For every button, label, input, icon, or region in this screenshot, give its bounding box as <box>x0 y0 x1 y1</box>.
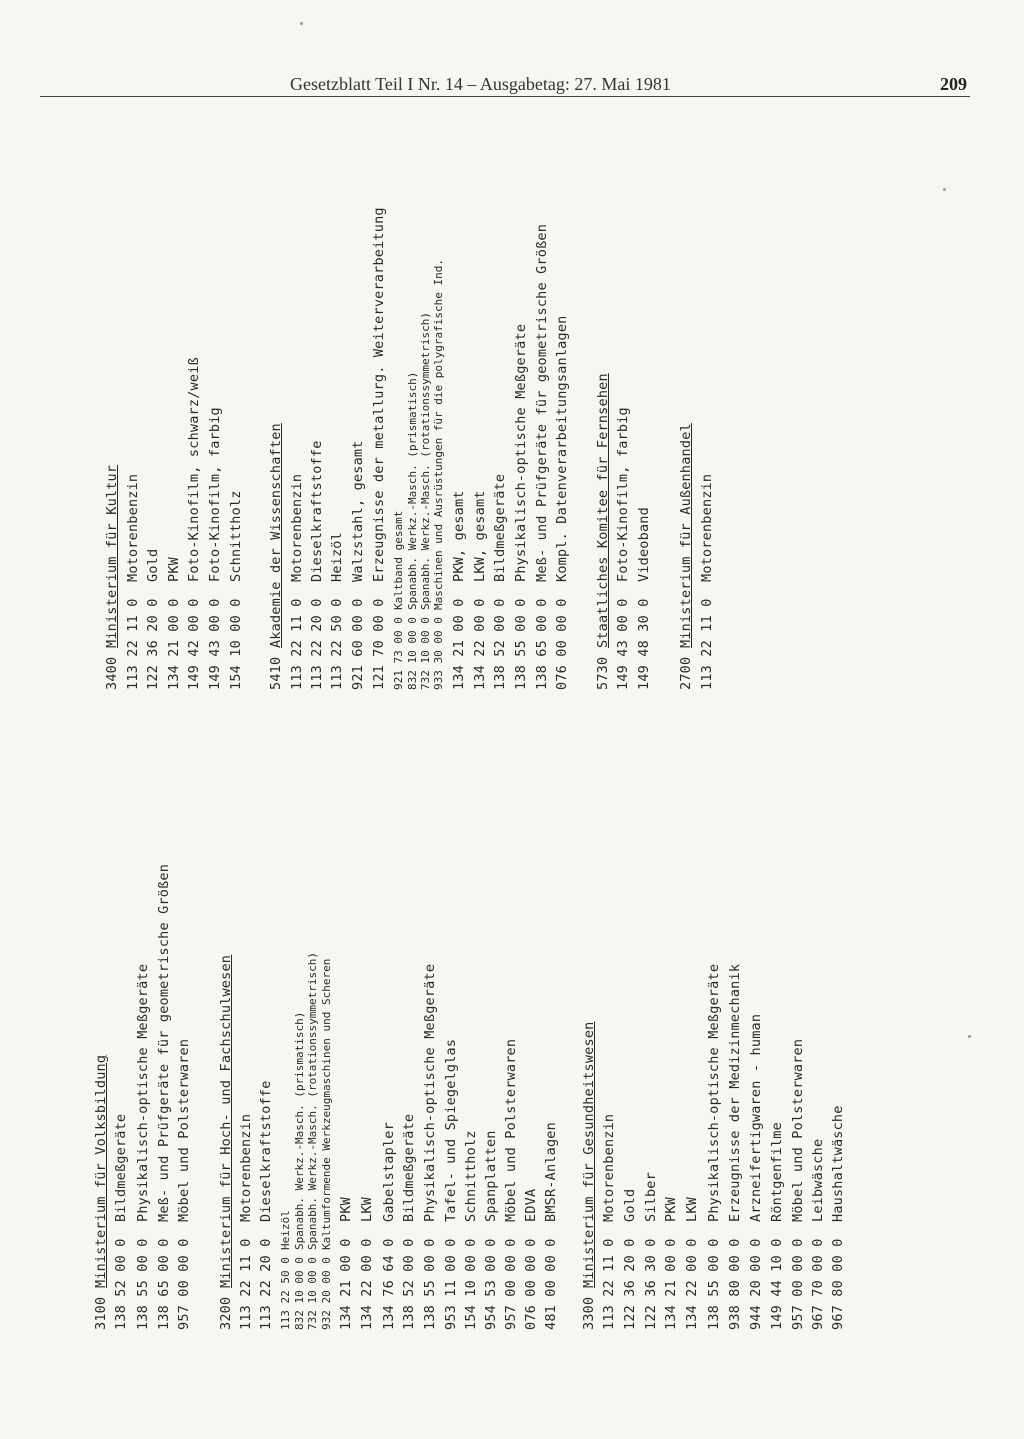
list-item <box>383 1122 397 1330</box>
section-heading-3200 <box>220 955 234 1330</box>
section-heading-3400 <box>106 465 120 690</box>
section-title: Staatliches Komitee für Fernsehen <box>595 373 611 648</box>
item-code: 967 80 00 0 <box>830 1238 846 1330</box>
item-label: Spanplatten <box>483 1130 499 1222</box>
item-code: 957 00 00 0 <box>503 1238 519 1330</box>
list-item <box>352 440 366 690</box>
item-label: Gabelstapler <box>381 1122 397 1222</box>
section-code: 5410 <box>268 656 284 690</box>
list-item <box>373 207 387 690</box>
item-code: 113 22 11 0 <box>125 598 141 690</box>
list-item <box>331 532 345 690</box>
item-code: 154 10 00 0 <box>463 1238 479 1330</box>
item-label: Physikalisch-optische Meßgeräte <box>706 963 722 1222</box>
item-code: 944 20 00 0 <box>748 1238 764 1330</box>
list-item <box>638 507 652 690</box>
item-label: Foto-Kinofilm, farbig <box>615 407 631 582</box>
item-code: 134 21 00 0 <box>451 598 467 690</box>
item-label: Möbel und Polsterwaren <box>176 1038 192 1222</box>
item-label: Motorenbenzin <box>699 473 715 582</box>
section-code: 2700 <box>678 656 694 690</box>
item-code: 933 30 00 0 <box>432 617 445 690</box>
list-item <box>812 1139 826 1330</box>
list-item <box>178 1039 192 1330</box>
item-label: LKW, gesamt <box>472 490 488 582</box>
scan-dot <box>300 22 303 25</box>
list-item <box>525 1189 539 1330</box>
item-code: 134 22 00 0 <box>684 1238 700 1330</box>
section-heading-5730 <box>597 373 611 690</box>
list-item <box>505 1039 519 1330</box>
item-code: 481 00 00 0 <box>543 1238 559 1330</box>
item-label: Gold <box>622 1188 638 1222</box>
item-label: PKW <box>166 557 182 582</box>
list-item <box>137 964 151 1330</box>
item-label: Spanabh. Werkz.-Masch. (prismatisch) <box>406 371 419 610</box>
page-number: 209 <box>940 74 967 94</box>
item-code: 154 10 00 0 <box>228 598 244 690</box>
item-label: Walzstahl, gesamt <box>350 440 366 582</box>
scan-dot <box>943 188 946 191</box>
section-title: Akademie der Wissenschaften <box>268 423 284 648</box>
list-item <box>240 1114 254 1330</box>
list-item <box>420 312 431 690</box>
list-item <box>474 490 488 690</box>
item-label: Heizöl <box>279 1210 292 1250</box>
item-label: PKW <box>338 1197 354 1222</box>
list-item <box>494 474 508 690</box>
list-item <box>147 549 161 690</box>
list-item <box>321 959 332 1330</box>
item-label: Motorenbenzin <box>289 473 305 582</box>
list-item <box>291 474 305 690</box>
header-rule <box>40 96 970 97</box>
list-item <box>433 259 444 690</box>
item-label: PKW <box>663 1197 679 1222</box>
list-item <box>645 1172 659 1330</box>
item-label: Möbel und Polsterwaren <box>503 1038 519 1222</box>
list-item <box>771 1122 785 1330</box>
list-item <box>115 1114 129 1330</box>
list-item <box>403 1114 417 1330</box>
section-title: Ministerium für Gesundheitswesen <box>581 1021 597 1288</box>
list-item <box>603 1114 617 1330</box>
item-label: LKW <box>684 1197 700 1222</box>
list-item <box>340 1197 354 1330</box>
list-item <box>729 964 743 1330</box>
item-label: Kaltumformende Werkzeugmaschinen und Scheren <box>320 958 333 1250</box>
item-label: Bildmeßgeräte <box>113 1113 129 1222</box>
item-code: 121 70 00 0 <box>371 598 387 690</box>
item-code: 138 52 00 0 <box>492 598 508 690</box>
item-code: 138 65 00 0 <box>156 1238 172 1330</box>
scan-dot <box>968 1035 971 1038</box>
list-item <box>708 964 722 1330</box>
item-label: Erzeugnisse der metallurg. Weiterverarbeitung <box>371 207 387 582</box>
list-item <box>465 1130 479 1330</box>
list-item <box>280 1210 291 1330</box>
item-label: Leibwäsche <box>810 1138 826 1222</box>
item-code: 113 22 11 0 <box>699 598 715 690</box>
item-label: Motorenbenzin <box>238 1113 254 1222</box>
item-code: 938 80 00 0 <box>727 1238 743 1330</box>
item-label: Bildmeßgeräte <box>492 473 508 582</box>
item-label: Physikalisch-optische Meßgeräte <box>422 963 438 1222</box>
list-item <box>617 407 631 690</box>
list-item <box>701 474 715 690</box>
item-label: Meß- und Prüfgeräte für geometrische Größen <box>156 863 172 1222</box>
list-item <box>307 952 318 1330</box>
item-label: Gold <box>145 548 161 582</box>
item-label: Spanabh. Werkz.-Masch. (rotationssymmetrisch) <box>306 951 319 1250</box>
item-code: 134 21 00 0 <box>338 1238 354 1330</box>
item-label: EDVA <box>523 1188 539 1222</box>
item-label: Röntgenfilme <box>769 1122 785 1222</box>
list-item <box>832 1105 846 1330</box>
item-label: Physikalisch-optische Meßgeräte <box>135 963 151 1222</box>
item-code: 113 22 20 0 <box>258 1238 274 1330</box>
section-title: Ministerium für Außenhandel <box>678 423 694 648</box>
item-code: 122 36 20 0 <box>145 598 161 690</box>
item-code: 134 21 00 0 <box>663 1238 679 1330</box>
section-title: Ministerium für Kultur <box>104 464 120 648</box>
list-item <box>158 864 172 1330</box>
item-label: Dieselkraftstoffe <box>258 1080 274 1222</box>
list-item <box>750 1014 764 1330</box>
item-code: 134 22 00 0 <box>359 1238 375 1330</box>
section-heading-2700 <box>680 423 694 690</box>
item-code: 138 55 00 0 <box>422 1238 438 1330</box>
list-item <box>127 474 141 690</box>
item-code: 138 52 00 0 <box>113 1238 129 1330</box>
list-item <box>792 1039 806 1330</box>
item-code: 138 65 00 0 <box>534 598 550 690</box>
item-label: Foto-Kinofilm, schwarz/weiß <box>186 357 202 582</box>
item-label: Motorenbenzin <box>601 1113 617 1222</box>
item-code: 076 00 00 0 <box>554 598 570 690</box>
list-item <box>545 1122 559 1330</box>
item-code: 138 55 00 0 <box>706 1238 722 1330</box>
list-item <box>209 407 223 690</box>
item-code: 134 76 64 0 <box>381 1238 397 1330</box>
list-item <box>260 1080 274 1330</box>
section-code: 3300 <box>581 1296 597 1330</box>
section-heading-3300 <box>583 1022 597 1331</box>
item-label: Physikalisch-optische Meßgeräte <box>513 323 529 582</box>
item-label: Silber <box>643 1172 659 1222</box>
list-item <box>168 557 182 690</box>
list-item <box>361 1197 375 1330</box>
header-title: Gesetzblatt Teil I Nr. 14 – Ausgabetag: 27. Mai 1981 <box>290 74 671 94</box>
item-code: 732 10 00 0 <box>306 1257 319 1330</box>
section-code: 3200 <box>218 1296 234 1330</box>
item-code: 113 22 11 0 <box>601 1238 617 1330</box>
list-item <box>230 490 244 690</box>
item-code: 954 53 00 0 <box>483 1238 499 1330</box>
item-label: Möbel und Polsterwaren <box>790 1038 806 1222</box>
item-label: Foto-Kinofilm, farbig <box>207 407 223 582</box>
item-label: Kompl. Datenverarbeitungsanlagen <box>554 315 570 582</box>
list-item <box>188 357 202 690</box>
item-code: 921 60 00 0 <box>350 598 366 690</box>
list-item <box>311 440 325 690</box>
list-item <box>424 964 438 1330</box>
item-code: 113 22 50 0 <box>279 1257 292 1330</box>
section-heading-5410 <box>270 423 284 690</box>
item-label: Schnittholz <box>463 1130 479 1222</box>
list-item <box>665 1197 679 1330</box>
item-label: Tafel- und Spiegelglas <box>443 1038 459 1222</box>
item-code: 732 10 00 0 <box>419 617 432 690</box>
item-label: Heizöl <box>329 532 345 582</box>
item-code: 149 42 00 0 <box>186 598 202 690</box>
item-code: 832 10 00 0 <box>406 617 419 690</box>
item-code: 149 48 30 0 <box>636 598 652 690</box>
item-label: Dieselkraftstoffe <box>309 440 325 582</box>
item-label: Spanabh. Werkz.-Masch. (rotationssymmetrisch) <box>419 311 432 610</box>
item-label: Bildmeßgeräte <box>401 1113 417 1222</box>
list-item <box>624 1189 638 1330</box>
item-label: Maschinen und Ausrüstungen für die polygrafische Ind. <box>432 259 445 610</box>
item-label: LKW <box>359 1197 375 1222</box>
item-code: 957 00 00 0 <box>790 1238 806 1330</box>
item-label: Arzneifertigwaren - human <box>748 1013 764 1222</box>
item-code: 921 73 00 0 <box>392 617 405 690</box>
item-code: 076 00 00 0 <box>523 1238 539 1330</box>
page-header <box>290 74 980 98</box>
item-label: PKW, gesamt <box>451 490 467 582</box>
item-code: 122 36 20 0 <box>622 1238 638 1330</box>
list-item <box>536 224 550 690</box>
item-code: 113 22 20 0 <box>309 598 325 690</box>
section-code: 3100 <box>93 1296 109 1330</box>
item-label: Erzeugnisse der Medizinmechanik <box>727 963 743 1222</box>
item-code: 149 43 00 0 <box>207 598 223 690</box>
item-code: 832 10 00 0 <box>293 1257 306 1330</box>
item-label: Schnittholz <box>228 490 244 582</box>
item-code: 113 22 11 0 <box>238 1238 254 1330</box>
section-title: Ministerium für Volksbildung <box>93 1054 109 1288</box>
item-label: Meß- und Prüfgeräte für geometrische Größen <box>534 223 550 582</box>
section-code: 3400 <box>104 656 120 690</box>
item-label: Videoband <box>636 507 652 582</box>
item-label: Motorenbenzin <box>125 473 141 582</box>
item-label: Spanabh. Werkz.-Masch. (prismatisch) <box>293 1011 306 1250</box>
item-label: BMSR-Anlagen <box>543 1122 559 1222</box>
item-label: Haushaltwäsche <box>830 1105 846 1222</box>
item-label: Kaltband gesamt <box>392 510 405 610</box>
item-code: 957 00 00 0 <box>176 1238 192 1330</box>
item-code: 134 22 00 0 <box>472 598 488 690</box>
list-item <box>445 1039 459 1330</box>
item-code: 138 55 00 0 <box>135 1238 151 1330</box>
list-item <box>686 1197 700 1330</box>
item-code: 953 11 00 0 <box>443 1238 459 1330</box>
list-item <box>393 511 404 690</box>
section-heading-3100 <box>95 1055 109 1330</box>
item-code: 138 55 00 0 <box>513 598 529 690</box>
list-item <box>407 372 418 690</box>
section-title: Ministerium für Hoch- und Fachschulwesen <box>218 954 234 1288</box>
item-code: 149 43 00 0 <box>615 598 631 690</box>
section-code: 5730 <box>595 656 611 690</box>
item-code: 149 44 10 0 <box>769 1238 785 1330</box>
list-item <box>294 1012 305 1330</box>
list-item <box>453 490 467 690</box>
item-code: 113 22 50 0 <box>329 598 345 690</box>
item-code: 134 21 00 0 <box>166 598 182 690</box>
item-code: 113 22 11 0 <box>289 598 305 690</box>
list-item <box>485 1130 499 1330</box>
list-item <box>515 324 529 690</box>
list-item <box>556 316 570 691</box>
item-code: 967 70 00 0 <box>810 1238 826 1330</box>
item-code: 932 20 00 0 <box>320 1257 333 1330</box>
item-code: 122 36 30 0 <box>643 1238 659 1330</box>
item-code: 138 52 00 0 <box>401 1238 417 1330</box>
